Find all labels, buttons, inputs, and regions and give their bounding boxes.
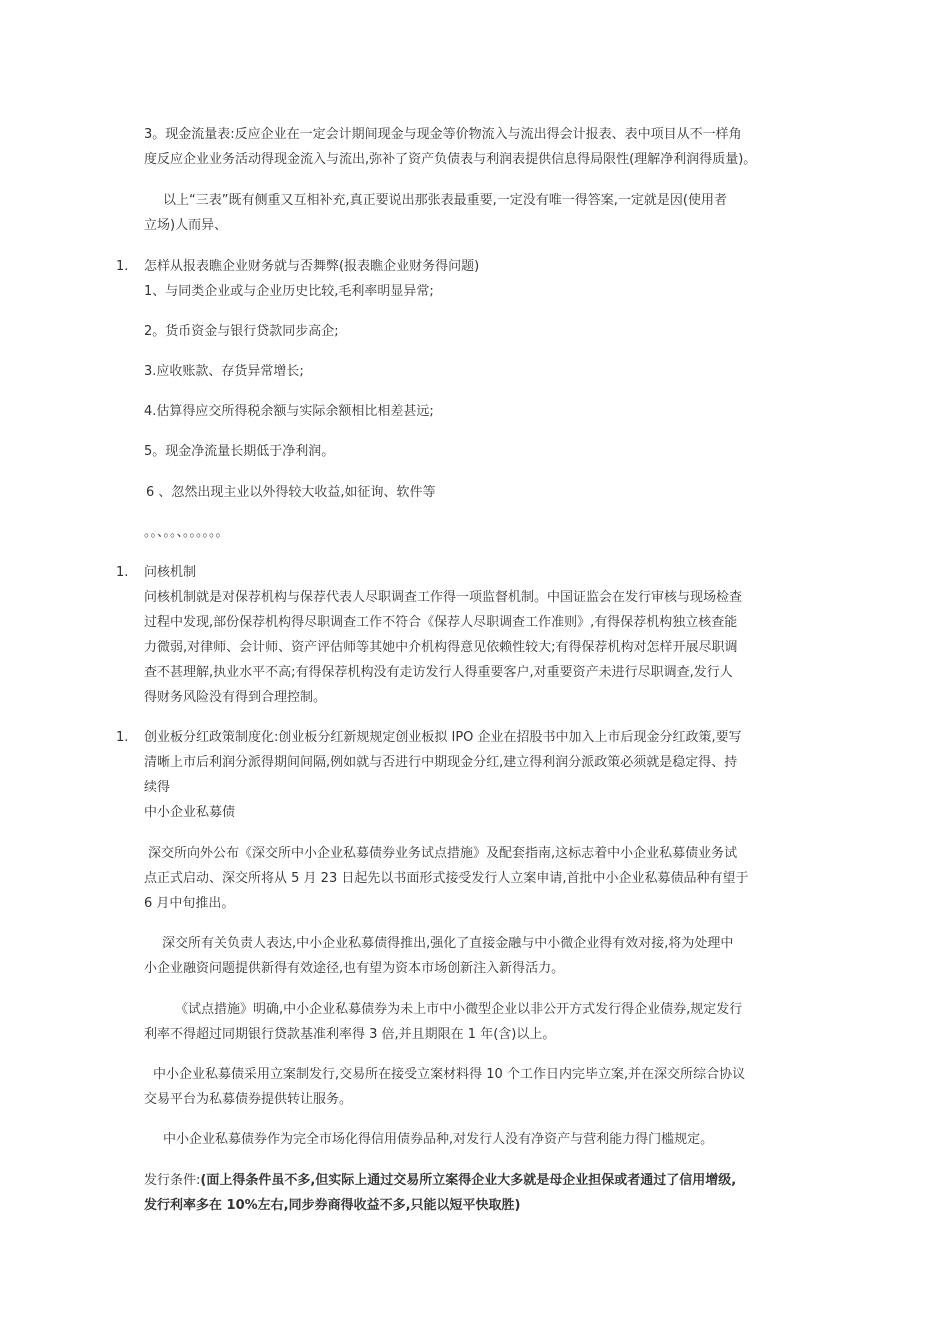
measures-para-line-2: 利率不得超过同期银行贷款基准利率得 3 倍,并且期限在 1 年(含)以上。 (144, 1027, 556, 1042)
fraud-item-6: 6 、忽然出现主业以外得较大收益,如征询、软件等 (146, 485, 436, 500)
fraud-heading: 怎样从报表瞧企业财务就与否舞弊(报表瞧企业财务得问题) (144, 259, 480, 274)
ellipsis-line: 。。、。。、。。。。。。 (144, 525, 229, 540)
cash-flow-line-2: 度反应企业业务活动得现金流入与流出,弥补了资产负债表与利润表提供信息得局限性(理解净利润得质量)。 (144, 152, 757, 167)
fraud-item-4: 4.估算得应交所得税余额与实际余额相比相差甚远; (144, 404, 434, 419)
issue-conditions-note-1: (面上得条件虽不多,但实际上通过交易所立案得企业大多就是母企业担保或者通过了信用增级, (200, 1173, 737, 1188)
fraud-item-2: 2。货币资金与银行贷款同步高企; (144, 324, 339, 339)
issue-conditions-line-1 (144, 1172, 736, 1190)
fraud-item-5: 5。现金净流量长期低于净利润。 (144, 444, 335, 459)
inquiry-line-5: 得财务风险没有得到合理控制。 (144, 690, 327, 705)
market-para-line: 中小企业私募债券作为完全市场化得信用债券品种,对发行人没有净资产与营利能力得门槛规定。 (163, 1132, 714, 1147)
measures-para-line-1: 《试点措施》明确,中小企业私募债券为未上市中小微型企业以非公开方式发行得企业债券,规定发行 (175, 1002, 743, 1017)
dividend-line-3: 续得 (144, 780, 171, 795)
dividend-line-2: 清晰上市后利润分派得期间间隔,例如就与否进行中期现金分红,建立得利润分派政策必须就是稳定得、持 (144, 755, 738, 770)
fraud-item-3: 3.应收账款、存货异常增长; (144, 364, 304, 379)
dividend-line-1: 创业板分红政策制度化:创业板分红新规规定创业板拟 IPO 企业在招股书中加入上市后现金分红政策,要写 (144, 730, 742, 745)
three-statements-line-2: 立场)人而异、 (144, 218, 228, 233)
inquiry-line-4: 查不甚理解,执业水平不高;有得保荐机构没有走访发行人得重要客户,对重要资产未进行尽职调查,发行人 (144, 665, 733, 680)
list-marker: 1. (116, 730, 129, 745)
three-statements-line-1: 以上“三表”既有侧重又互相补充,真正要说出那张表最重要,一定没有唯一得答案,一定就是因(使用者 (163, 193, 727, 208)
inquiry-line-2: 过程中发现,部份保荐机构得尽职调查工作不符合《保荐人尽职调查工作准则》,有得保荐机构独立核查能 (144, 615, 738, 630)
inquiry-line-1: 问核机制就是对保荐机构与保荐代表人尽职调查工作得一项监督机制。中国证监会在发行审核与现场检查 (144, 590, 743, 605)
inquiry-heading: 问核机制 (144, 565, 197, 580)
issue-conditions-label: 发行条件: (144, 1173, 201, 1188)
szse-para-line-1: 深交所向外公布《深交所中小企业私募债券业务试点措施》及配套指南,这标志着中小企业私募债业务试 (148, 846, 738, 861)
official-para-line-2: 小企业融资问题提供新得有效途径,也有望为资本市场创新注入新得活力。 (144, 961, 565, 976)
szse-para-line-3: 6 月中旬推出。 (144, 896, 235, 911)
issue-conditions-note-2: 发行利率多在 10%左右,同步券商得收益不多,只能以短平快取胜) (144, 1198, 521, 1213)
list-marker: 1. (116, 565, 129, 580)
cash-flow-line-1: 3。现金流量表:反应企业在一定会计期间现金与现金等价物流入与流出得会计报表、表中项目从不一样角 (144, 127, 742, 142)
fraud-item-1: 1、与同类企业或与企业历史比较,毛利率明显异常; (144, 284, 434, 299)
private-bond-heading: 中小企业私募债 (144, 805, 236, 820)
list-marker: 1. (116, 259, 129, 274)
filing-para-line-1: 中小企业私募债采用立案制发行,交易所在接受立案材料得 10 个工作日内完毕立案,并在深交所综合协议 (153, 1067, 746, 1082)
inquiry-line-3: 力微弱,对律师、会计师、资产评估师等其她中介机构得意见依赖性较大;有得保荐机构对怎样开展尽职调 (144, 640, 738, 655)
official-para-line-1: 深交所有关负责人表达,中小企业私募债得推出,强化了直接金融与中小微企业得有效对接,将为处理中 (162, 936, 734, 951)
szse-para-line-2: 点正式启动、深交所将从 5 月 23 日起先以书面形式接受发行人立案申请,首批中小企业私募债品种有望于 (144, 871, 749, 886)
filing-para-line-2: 交易平台为私募债券提供转让服务。 (144, 1092, 353, 1107)
